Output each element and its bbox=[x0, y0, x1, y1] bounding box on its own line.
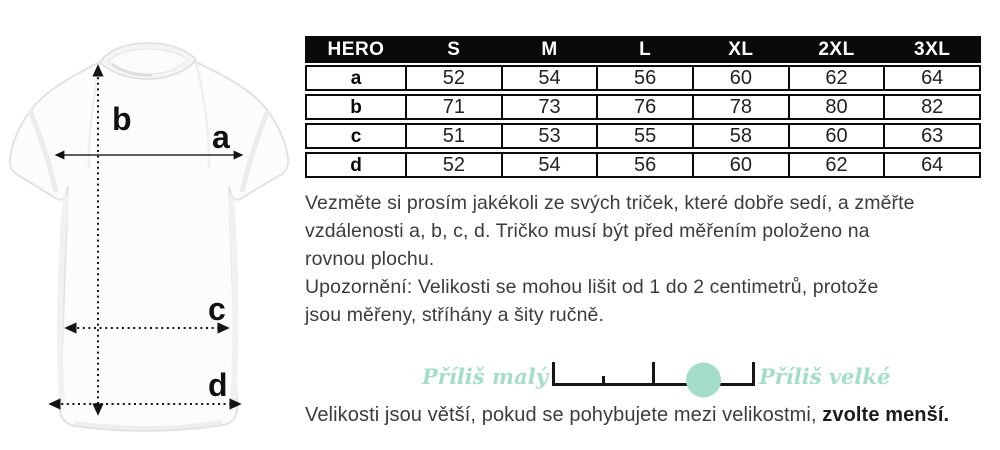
size-value: 60 bbox=[692, 67, 788, 89]
tshirt-body bbox=[10, 57, 288, 431]
size-value: 62 bbox=[788, 154, 884, 176]
table-row-d bbox=[305, 152, 981, 178]
row-label: a bbox=[350, 67, 362, 89]
table-row-a bbox=[305, 65, 981, 91]
size-value: 60 bbox=[692, 154, 788, 176]
size-value: 62 bbox=[788, 67, 884, 89]
size-value: 54 bbox=[501, 67, 597, 89]
size-value: 78 bbox=[692, 96, 788, 118]
size-value: 52 bbox=[405, 67, 501, 89]
table-row-b bbox=[305, 94, 981, 120]
measure-label-c: c bbox=[208, 291, 226, 327]
size-value: 82 bbox=[883, 96, 979, 118]
size-value: 52 bbox=[405, 154, 501, 176]
size-value: 56 bbox=[596, 67, 692, 89]
size-value: 55 bbox=[596, 125, 692, 147]
measure-label-a: a bbox=[212, 119, 230, 155]
fit-scale bbox=[305, 351, 985, 401]
row-label: b bbox=[350, 96, 362, 118]
fit-scale-track bbox=[551, 351, 756, 401]
fit-scale-left-label: Příliš malý bbox=[422, 363, 548, 389]
size-value: 60 bbox=[788, 125, 884, 147]
size-value: 71 bbox=[405, 96, 501, 118]
size-value: 56 bbox=[596, 154, 692, 176]
column-header-m: M bbox=[501, 38, 597, 61]
size-value: 76 bbox=[596, 96, 692, 118]
fit-indicator-dot bbox=[686, 363, 721, 398]
column-header-3xl: 3XL bbox=[883, 38, 979, 61]
size-info-panel bbox=[305, 0, 985, 450]
row-label: d bbox=[350, 154, 362, 176]
size-value: 63 bbox=[883, 125, 979, 147]
measure-label-d: d bbox=[208, 367, 228, 403]
table-row-c bbox=[305, 123, 981, 149]
size-value: 54 bbox=[501, 154, 597, 176]
tshirt-illustration bbox=[0, 0, 300, 450]
instruction-line: Vezměte si prosím jakékoli ze svých triček, které dobře sedí, a změřte bbox=[305, 192, 915, 214]
size-value: 58 bbox=[692, 125, 788, 147]
column-header-s: S bbox=[405, 38, 501, 61]
tshirt-diagram bbox=[0, 0, 300, 450]
footer-note-text: Velikosti jsou větší, pokud se pohybujete mezi velikostmi, bbox=[305, 404, 823, 426]
size-value: 64 bbox=[883, 67, 979, 89]
brand-header-cell: HERO bbox=[327, 39, 385, 60]
size-table-header-row bbox=[305, 36, 981, 63]
size-value: 73 bbox=[501, 96, 597, 118]
row-label: c bbox=[350, 125, 362, 147]
size-value: 80 bbox=[788, 96, 884, 118]
column-header-2xl: 2XL bbox=[788, 38, 884, 61]
fit-scale-right-label: Příliš velké bbox=[758, 363, 891, 389]
size-value: 53 bbox=[501, 125, 597, 147]
measurement-instructions bbox=[305, 189, 990, 329]
footer-note bbox=[305, 402, 995, 428]
instruction-line: Upozornění: Velikosti se mohou lišit od 1 do 2 centimetrů, protože bbox=[305, 276, 879, 298]
instruction-line: vzdálenosti a, b, c, d. Tričko musí být před měřením položeno na bbox=[305, 220, 870, 242]
column-header-l: L bbox=[596, 38, 692, 61]
size-value: 64 bbox=[883, 154, 979, 176]
measure-label-b: b bbox=[112, 101, 132, 137]
size-chart-table bbox=[305, 36, 981, 181]
instruction-line: rovnou plochu. bbox=[305, 248, 435, 270]
instruction-line: jsou měřeny, stříhány a šity ručně. bbox=[305, 304, 605, 326]
size-value: 51 bbox=[405, 125, 501, 147]
footer-note-bold: zvolte menší. bbox=[822, 404, 950, 426]
column-header-xl: XL bbox=[692, 38, 788, 61]
